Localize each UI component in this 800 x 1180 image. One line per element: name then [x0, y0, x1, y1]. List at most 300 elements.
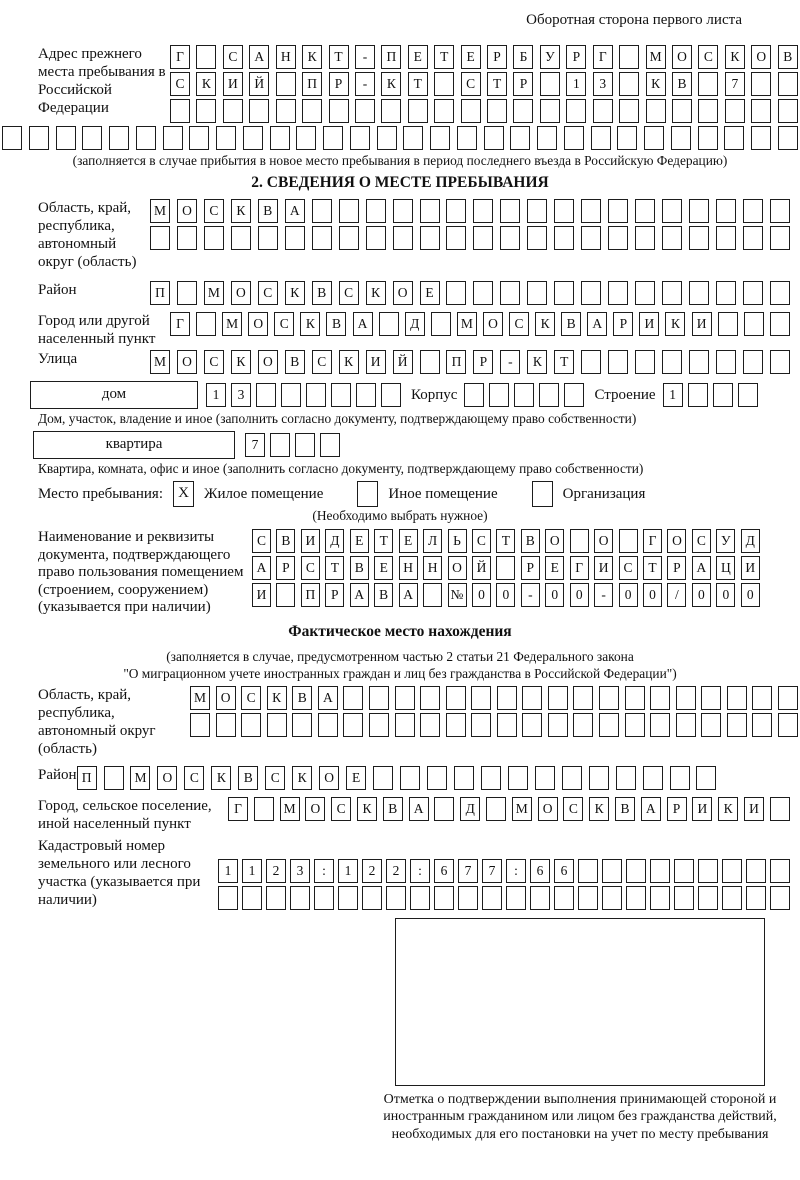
char-box[interactable]: О — [483, 312, 503, 336]
char-box[interactable] — [500, 199, 520, 223]
char-box[interactable]: С — [563, 797, 583, 821]
char-box[interactable]: С — [461, 72, 481, 96]
char-box[interactable] — [393, 226, 413, 250]
char-box[interactable]: К — [302, 45, 322, 69]
char-box[interactable]: Д — [741, 529, 760, 553]
char-box[interactable]: 2 — [266, 859, 286, 883]
char-box[interactable]: В — [778, 45, 798, 69]
char-box[interactable] — [608, 281, 628, 305]
char-box[interactable]: А — [641, 797, 661, 821]
char-box[interactable]: О — [448, 556, 467, 580]
char-box[interactable] — [454, 766, 474, 790]
char-box[interactable] — [487, 99, 507, 123]
char-box[interactable] — [727, 686, 747, 710]
char-box[interactable]: 7 — [725, 72, 745, 96]
char-box[interactable]: И — [366, 350, 386, 374]
char-box[interactable]: 6 — [530, 859, 550, 883]
char-box[interactable] — [746, 886, 766, 910]
char-box[interactable] — [744, 312, 764, 336]
char-box[interactable] — [356, 383, 376, 407]
char-box[interactable] — [573, 713, 593, 737]
char-box[interactable]: О — [538, 797, 558, 821]
char-box[interactable] — [281, 383, 301, 407]
char-box[interactable]: С — [339, 281, 359, 305]
char-box[interactable]: С — [241, 686, 261, 710]
char-box[interactable] — [718, 312, 738, 336]
char-box[interactable]: - — [594, 583, 613, 607]
char-box[interactable]: - — [500, 350, 520, 374]
char-box[interactable]: М — [130, 766, 150, 790]
char-box[interactable]: О — [393, 281, 413, 305]
char-box[interactable] — [513, 99, 533, 123]
char-box[interactable] — [751, 72, 771, 96]
char-box[interactable]: О — [545, 529, 564, 553]
char-box[interactable] — [725, 99, 745, 123]
char-box[interactable] — [423, 583, 442, 607]
char-box[interactable]: А — [249, 45, 269, 69]
char-box[interactable]: В — [238, 766, 258, 790]
char-box[interactable] — [109, 126, 129, 150]
char-box[interactable] — [581, 199, 601, 223]
char-box[interactable]: А — [350, 583, 369, 607]
char-box[interactable]: П — [446, 350, 466, 374]
char-box[interactable]: Н — [399, 556, 418, 580]
char-box[interactable]: В — [383, 797, 403, 821]
char-box[interactable]: А — [285, 199, 305, 223]
char-box[interactable]: А — [692, 556, 711, 580]
char-box[interactable] — [564, 383, 584, 407]
char-box[interactable] — [196, 312, 216, 336]
char-box[interactable] — [540, 72, 560, 96]
char-box[interactable]: Р — [513, 72, 533, 96]
char-box[interactable]: О — [177, 350, 197, 374]
char-box[interactable] — [644, 126, 664, 150]
char-box[interactable] — [249, 99, 269, 123]
char-box[interactable] — [591, 126, 611, 150]
char-box[interactable]: О — [248, 312, 268, 336]
char-box[interactable]: Д — [405, 312, 425, 336]
char-box[interactable] — [689, 281, 709, 305]
char-box[interactable]: О — [216, 686, 236, 710]
char-box[interactable]: А — [409, 797, 429, 821]
char-box[interactable] — [420, 226, 440, 250]
char-box[interactable]: М — [222, 312, 242, 336]
char-box[interactable]: Г — [643, 529, 662, 553]
char-box[interactable]: С — [301, 556, 320, 580]
char-box[interactable]: П — [302, 72, 322, 96]
char-box[interactable]: А — [399, 583, 418, 607]
char-box[interactable] — [366, 226, 386, 250]
char-box[interactable] — [554, 199, 574, 223]
char-box[interactable]: Е — [350, 529, 369, 553]
char-box[interactable]: С — [509, 312, 529, 336]
char-box[interactable] — [381, 383, 401, 407]
char-box[interactable]: С — [170, 72, 190, 96]
char-box[interactable]: 1 — [218, 859, 238, 883]
char-box[interactable] — [674, 859, 694, 883]
char-box[interactable]: К — [646, 72, 666, 96]
char-box[interactable] — [295, 433, 315, 457]
char-box[interactable] — [486, 797, 506, 821]
char-box[interactable]: 0 — [496, 583, 515, 607]
char-box[interactable] — [430, 126, 450, 150]
char-box[interactable] — [190, 713, 210, 737]
char-box[interactable] — [256, 383, 276, 407]
char-box[interactable]: 1 — [566, 72, 586, 96]
char-box[interactable]: / — [667, 583, 686, 607]
char-box[interactable] — [420, 713, 440, 737]
char-box[interactable]: 7 — [245, 433, 265, 457]
char-box[interactable] — [489, 383, 509, 407]
char-box[interactable] — [481, 766, 501, 790]
char-box[interactable] — [355, 99, 375, 123]
char-box[interactable] — [643, 766, 663, 790]
char-box[interactable] — [581, 226, 601, 250]
char-box[interactable] — [285, 226, 305, 250]
char-box[interactable]: Р — [325, 583, 344, 607]
char-box[interactable] — [672, 99, 692, 123]
char-box[interactable]: И — [692, 797, 712, 821]
char-box[interactable]: Р — [667, 797, 687, 821]
char-box[interactable] — [369, 686, 389, 710]
char-box[interactable]: В — [258, 199, 278, 223]
char-box[interactable]: Т — [643, 556, 662, 580]
char-box[interactable] — [646, 99, 666, 123]
char-box[interactable]: С — [331, 797, 351, 821]
char-box[interactable] — [473, 199, 493, 223]
char-box[interactable] — [566, 99, 586, 123]
char-box[interactable] — [619, 45, 639, 69]
char-box[interactable] — [722, 886, 742, 910]
char-box[interactable]: : — [314, 859, 334, 883]
char-box[interactable] — [751, 99, 771, 123]
char-box[interactable] — [619, 72, 639, 96]
char-box[interactable] — [292, 713, 312, 737]
char-box[interactable]: Е — [461, 45, 481, 69]
char-box[interactable] — [778, 713, 798, 737]
char-box[interactable]: И — [639, 312, 659, 336]
char-box[interactable]: К — [381, 72, 401, 96]
char-box[interactable]: Т — [496, 529, 515, 553]
char-box[interactable]: М — [512, 797, 532, 821]
char-box[interactable] — [276, 583, 295, 607]
char-box[interactable]: Е — [399, 529, 418, 553]
char-box[interactable] — [626, 886, 646, 910]
char-box[interactable] — [270, 126, 290, 150]
char-box[interactable] — [689, 350, 709, 374]
char-box[interactable] — [746, 859, 766, 883]
char-box[interactable]: Г — [570, 556, 589, 580]
char-box[interactable]: П — [301, 583, 320, 607]
char-box[interactable] — [331, 383, 351, 407]
char-box[interactable] — [408, 99, 428, 123]
char-box[interactable]: Р — [667, 556, 686, 580]
char-box[interactable] — [676, 686, 696, 710]
char-box[interactable]: В — [350, 556, 369, 580]
char-box[interactable]: О — [667, 529, 686, 553]
char-box[interactable] — [716, 199, 736, 223]
char-box[interactable]: М — [646, 45, 666, 69]
char-box[interactable] — [539, 383, 559, 407]
char-box[interactable] — [216, 713, 236, 737]
char-box[interactable] — [617, 126, 637, 150]
char-box[interactable]: В — [672, 72, 692, 96]
char-box[interactable] — [266, 886, 286, 910]
char-box[interactable] — [350, 126, 370, 150]
char-box[interactable]: К — [300, 312, 320, 336]
char-box[interactable] — [619, 529, 638, 553]
char-box[interactable] — [343, 713, 363, 737]
char-box[interactable] — [635, 350, 655, 374]
char-box[interactable]: В — [292, 686, 312, 710]
char-box[interactable] — [562, 766, 582, 790]
char-box[interactable]: И — [744, 797, 764, 821]
char-box[interactable]: Л — [423, 529, 442, 553]
char-box[interactable] — [530, 886, 550, 910]
char-box[interactable] — [104, 766, 124, 790]
char-box[interactable]: И — [252, 583, 271, 607]
char-box[interactable] — [434, 99, 454, 123]
char-box[interactable] — [393, 199, 413, 223]
char-box[interactable]: - — [521, 583, 540, 607]
char-box[interactable]: К — [535, 312, 555, 336]
char-box[interactable]: П — [150, 281, 170, 305]
char-box[interactable] — [698, 72, 718, 96]
char-box[interactable]: В — [326, 312, 346, 336]
char-box[interactable]: 6 — [554, 859, 574, 883]
char-box[interactable] — [484, 126, 504, 150]
char-box[interactable]: И — [223, 72, 243, 96]
char-box[interactable] — [522, 686, 542, 710]
char-box[interactable] — [410, 886, 430, 910]
char-box[interactable] — [548, 686, 568, 710]
char-box[interactable] — [258, 226, 278, 250]
char-box[interactable]: С — [274, 312, 294, 336]
char-box[interactable]: Й — [249, 72, 269, 96]
char-box[interactable] — [635, 281, 655, 305]
char-box[interactable] — [56, 126, 76, 150]
char-box[interactable] — [599, 686, 619, 710]
char-box[interactable]: 0 — [570, 583, 589, 607]
char-box[interactable] — [608, 350, 628, 374]
char-box[interactable] — [698, 99, 718, 123]
char-box[interactable] — [602, 886, 622, 910]
char-box[interactable]: К — [292, 766, 312, 790]
char-box[interactable] — [722, 859, 742, 883]
char-box[interactable] — [650, 686, 670, 710]
char-box[interactable]: 1 — [663, 383, 683, 407]
char-box[interactable]: Т — [434, 45, 454, 69]
char-box[interactable] — [320, 433, 340, 457]
char-box[interactable] — [395, 686, 415, 710]
char-box[interactable]: Г — [228, 797, 248, 821]
char-box[interactable] — [662, 281, 682, 305]
char-box[interactable] — [578, 886, 598, 910]
char-box[interactable] — [689, 226, 709, 250]
char-box[interactable] — [743, 199, 763, 223]
char-box[interactable]: А — [587, 312, 607, 336]
char-box[interactable] — [420, 199, 440, 223]
char-box[interactable] — [778, 126, 798, 150]
char-box[interactable]: В — [285, 350, 305, 374]
char-box[interactable] — [82, 126, 102, 150]
char-box[interactable] — [136, 126, 156, 150]
char-box[interactable] — [420, 686, 440, 710]
char-box[interactable]: К — [725, 45, 745, 69]
char-box[interactable] — [570, 529, 589, 553]
char-box[interactable] — [306, 383, 326, 407]
char-box[interactable]: - — [355, 72, 375, 96]
checkbox-residential[interactable]: X — [173, 481, 194, 507]
char-box[interactable]: М — [150, 350, 170, 374]
char-box[interactable]: К — [718, 797, 738, 821]
char-box[interactable] — [420, 350, 440, 374]
char-box[interactable] — [446, 281, 466, 305]
char-box[interactable] — [270, 433, 290, 457]
char-box[interactable] — [770, 281, 790, 305]
char-box[interactable] — [589, 766, 609, 790]
char-box[interactable] — [751, 126, 771, 150]
char-box[interactable]: Н — [423, 556, 442, 580]
char-box[interactable] — [500, 226, 520, 250]
char-box[interactable] — [701, 686, 721, 710]
char-box[interactable]: В — [521, 529, 540, 553]
char-box[interactable]: К — [366, 281, 386, 305]
char-box[interactable] — [508, 766, 528, 790]
char-box[interactable] — [608, 199, 628, 223]
char-box[interactable] — [2, 126, 22, 150]
char-box[interactable] — [727, 713, 747, 737]
char-box[interactable] — [302, 99, 322, 123]
char-box[interactable] — [635, 226, 655, 250]
char-box[interactable] — [778, 72, 798, 96]
char-box[interactable] — [778, 686, 798, 710]
char-box[interactable]: 0 — [716, 583, 735, 607]
char-box[interactable]: А — [318, 686, 338, 710]
char-box[interactable] — [752, 713, 772, 737]
char-box[interactable]: К — [527, 350, 547, 374]
char-box[interactable]: № — [448, 583, 467, 607]
char-box[interactable] — [241, 713, 261, 737]
char-box[interactable] — [608, 226, 628, 250]
char-box[interactable]: Г — [170, 45, 190, 69]
char-box[interactable] — [312, 226, 332, 250]
char-box[interactable] — [150, 226, 170, 250]
char-box[interactable]: Г — [170, 312, 190, 336]
char-box[interactable] — [276, 99, 296, 123]
char-box[interactable]: И — [594, 556, 613, 580]
char-box[interactable]: П — [381, 45, 401, 69]
char-box[interactable]: 0 — [619, 583, 638, 607]
char-box[interactable] — [318, 713, 338, 737]
char-box[interactable] — [506, 886, 526, 910]
char-box[interactable]: 7 — [482, 859, 502, 883]
char-box[interactable] — [461, 99, 481, 123]
char-box[interactable]: Й — [472, 556, 491, 580]
char-box[interactable]: У — [540, 45, 560, 69]
char-box[interactable]: : — [410, 859, 430, 883]
char-box[interactable] — [716, 226, 736, 250]
char-box[interactable] — [635, 199, 655, 223]
char-box[interactable]: Д — [325, 529, 344, 553]
char-box[interactable]: К — [339, 350, 359, 374]
char-box[interactable]: В — [561, 312, 581, 336]
char-box[interactable]: С — [619, 556, 638, 580]
char-box[interactable] — [464, 383, 484, 407]
char-box[interactable]: : — [506, 859, 526, 883]
char-box[interactable] — [218, 886, 238, 910]
char-box[interactable] — [231, 226, 251, 250]
char-box[interactable]: И — [692, 312, 712, 336]
char-box[interactable]: М — [150, 199, 170, 223]
char-box[interactable] — [537, 126, 557, 150]
char-box[interactable] — [434, 886, 454, 910]
char-box[interactable] — [554, 281, 574, 305]
char-box[interactable] — [625, 713, 645, 737]
char-box[interactable]: К — [231, 350, 251, 374]
char-box[interactable] — [701, 713, 721, 737]
char-box[interactable]: Д — [460, 797, 480, 821]
char-box[interactable] — [314, 886, 334, 910]
char-box[interactable] — [770, 226, 790, 250]
char-box[interactable] — [379, 312, 399, 336]
char-box[interactable]: О — [231, 281, 251, 305]
char-box[interactable]: В — [615, 797, 635, 821]
char-box[interactable] — [312, 199, 332, 223]
char-box[interactable] — [662, 226, 682, 250]
char-box[interactable]: М — [204, 281, 224, 305]
char-box[interactable]: 6 — [434, 859, 454, 883]
char-box[interactable] — [500, 281, 520, 305]
char-box[interactable] — [540, 99, 560, 123]
char-box[interactable]: К — [589, 797, 609, 821]
char-box[interactable] — [339, 199, 359, 223]
char-box[interactable]: О — [258, 350, 278, 374]
char-box[interactable]: О — [751, 45, 771, 69]
char-box[interactable] — [434, 72, 454, 96]
char-box[interactable]: С — [223, 45, 243, 69]
char-box[interactable]: 3 — [290, 859, 310, 883]
char-box[interactable] — [535, 766, 555, 790]
char-box[interactable] — [267, 713, 287, 737]
char-box[interactable] — [381, 99, 401, 123]
char-box[interactable]: 2 — [362, 859, 382, 883]
char-box[interactable] — [743, 350, 763, 374]
char-box[interactable]: Р — [487, 45, 507, 69]
char-box[interactable] — [473, 281, 493, 305]
char-box[interactable] — [554, 886, 574, 910]
char-box[interactable] — [329, 99, 349, 123]
char-box[interactable] — [593, 99, 613, 123]
char-box[interactable]: С — [472, 529, 491, 553]
char-box[interactable] — [373, 766, 393, 790]
char-box[interactable]: М — [190, 686, 210, 710]
char-box[interactable] — [177, 226, 197, 250]
char-box[interactable] — [189, 126, 209, 150]
char-box[interactable] — [296, 126, 316, 150]
char-box[interactable] — [770, 199, 790, 223]
char-box[interactable]: Р — [566, 45, 586, 69]
char-box[interactable]: Е — [545, 556, 564, 580]
char-box[interactable]: У — [716, 529, 735, 553]
char-box[interactable] — [689, 199, 709, 223]
char-box[interactable]: 3 — [231, 383, 251, 407]
char-box[interactable]: Р — [473, 350, 493, 374]
char-box[interactable]: К — [285, 281, 305, 305]
char-box[interactable] — [716, 350, 736, 374]
char-box[interactable] — [770, 312, 790, 336]
char-box[interactable]: Й — [393, 350, 413, 374]
